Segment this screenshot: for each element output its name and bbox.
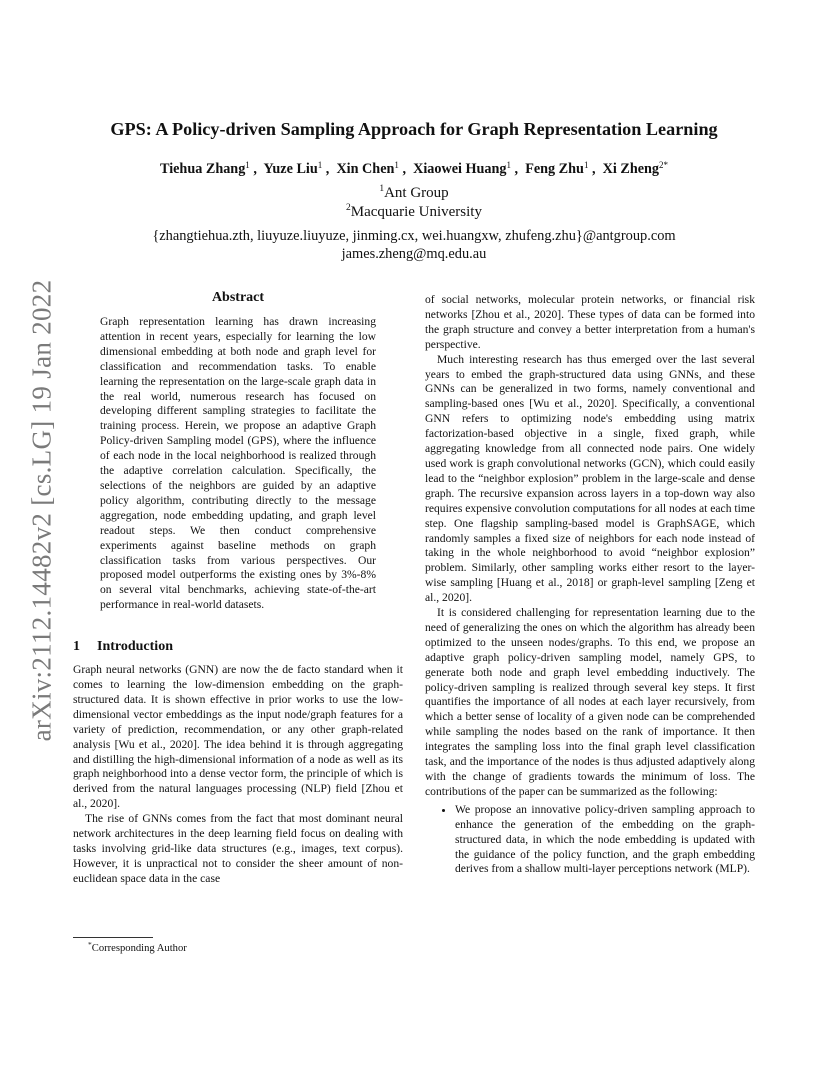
arxiv-stamp bbox=[18, 279, 66, 741]
author-name: Yuze Liu bbox=[263, 161, 318, 177]
intro-paragraph-4: Much interesting research has thus emerged over the last several years to embed the graph-structured data using GNNs, and these GNNs can be generalized in two forms, namely conventional and sampling-based ones [Wu et al., 2020]. Specifically, a conventional GNN refers to optimizing node's embedding using matrix factorization-based objective in a single, fixed graph, while aggregating knowledge from all connected node pairs. One widely used work is graph convolutional networks (GCN), which could easily lead to the “neighbor explosion” problem in the large-scale and dense graph. The recursive expansion across layers in a top-down way also requires expensive convolution computations for all nodes at each time step. One flagship sampling-based model is GraphSAGE, which randomly samples a fixed size of neighbors for each node instead of taking in the whole neighborhood to avoid “neighbor explosion” problem. Similarly, other sampling works either resort to the layer-wise sampling [Huang et al., 2018] or graph-level sampling [Zeng et al., 2020]. bbox=[425, 352, 756, 605]
abstract-heading: Abstract bbox=[211, 290, 265, 305]
section-number: 1 bbox=[73, 639, 80, 655]
contribution-item: • We propose an innovative policy-driven sampling approach to enhance the generation of the embedding on the graph-structured data, in which the node embedding is updated with the guidance of the policy function, and the graph embedding derives from a shallow multi-layer perceptions network (MLP). bbox=[455, 803, 755, 878]
abstract-text: Graph representation learning has drawn increasing attention in recent years, especially for learning the low dimensional embedding at both node and graph level for classification and recommendation tasks. To enable learning the representation on the large-scale graph data in the real world, numerous research has focused on developing different sampling strategies to facilitate the training process. Herein, we propose an adaptive Graph Policy-driven Sampling model (GPS), where the influence of each node in the local neighborhood is realized through the adaptive correlation calculation. Specifically, the selections of the neighbors are guided by an adaptive policy algorithm, contributing directly to the message aggregation, node embedding updating, and graph level readout steps. We then conduct comprehensive experiments against baseline methods on graph classification tasks from various perspectives. Our proposed model outperforms the existing ones by 3%-8% on several vital benchmarks, achieving state-of-the-art performance in real-world datasets. bbox=[100, 315, 376, 612]
author-name: Xi Zheng bbox=[602, 161, 659, 177]
author-name: Xin Chen bbox=[336, 161, 395, 177]
author-name: Xiaowei Huang bbox=[413, 161, 507, 177]
author-name: Tiehua Zhang bbox=[159, 161, 246, 177]
affiliation-2 bbox=[60, 203, 768, 221]
author-name: Feng Zhu bbox=[525, 161, 584, 177]
right-column bbox=[425, 293, 755, 877]
contribution-list bbox=[425, 803, 755, 878]
author-affil-mark: 1 bbox=[317, 160, 323, 170]
author-affil-mark: 1 bbox=[245, 160, 250, 170]
author-3 bbox=[336, 161, 398, 177]
affiliation-mark: 1 bbox=[379, 184, 385, 194]
author-affil-mark: 2* bbox=[659, 160, 668, 170]
author-affil-mark: 1 bbox=[506, 160, 511, 170]
affiliation-1 bbox=[60, 184, 768, 202]
footnote-text: Corresponding Author bbox=[91, 943, 187, 954]
email-line: {zhangtiehua.zth, liuyuze.liuyuze, jinming.cx, wei.huangxw, zhufeng.zhu}@antgroup.com bbox=[152, 228, 676, 244]
author-affil-mark: 1 bbox=[394, 160, 399, 170]
intro-paragraph-1: Graph neural networks (GNN) are now the de facto standard when it comes to learning the low-dimension embedding on the graph-structured data. It is shown effective in prior works to use the low-dimensional vector embeddings as the input node/graph features for a variety of prediction, recommendation, or any other graph-related analysis [Wu et al., 2020]. The idea behind it is through aggregating and distilling the high-dimensional information of a node as well as its graph neighborhood into a dense vector form, the principle of which is derived from the natural languages processing (NLP) field [Zhou et al., 2020]. bbox=[73, 663, 403, 811]
footnote-rule bbox=[73, 937, 153, 938]
author-emails bbox=[60, 227, 768, 263]
footnote bbox=[88, 940, 187, 954]
left-column bbox=[73, 290, 403, 887]
affiliation-name: Ant Group bbox=[384, 185, 449, 201]
arxiv-stamp-text: arXiv:2112.14482v2 [cs.LG] 19 Jan 2022 bbox=[26, 279, 57, 741]
affiliation-mark: 2 bbox=[346, 203, 351, 213]
author-4 bbox=[413, 161, 511, 177]
author-affil-mark: 1 bbox=[583, 160, 589, 170]
intro-paragraph-5: It is considered challenging for representation learning due to the need of generalizing the ones on which the algorithm has already been optimized to the unseen nodes/graphs. To this end, we propose an adaptive graph policy-driven sampling model, namely GPS, to generate both node and graph level embedding inductively. The policy-driven sampling is realized through several key steps. It first quantifies the importance of all nodes at each layer recursively, from which a better sense of locality of a given node can be comprehended while sampling the nodes based on the rank of importance. It then integrates the sampling loss into the final graph level classification task, and the importance of the nodes is thus adjusted adaptively along with the change of gradients towards the minimum of loss. The contributions of the paper can be summarized as the following: bbox=[425, 606, 755, 798]
paper-title: GPS: A Policy-driven Sampling Approach for Graph Representation Learning bbox=[110, 119, 718, 139]
author-2 bbox=[263, 161, 322, 177]
footnote-mark: * bbox=[88, 940, 92, 949]
author-5 bbox=[525, 161, 588, 177]
author-6 bbox=[603, 161, 668, 177]
email-line: james.zheng@mq.edu.au bbox=[341, 246, 487, 262]
intro-paragraph-3: of social networks, molecular protein networks, or financial risk networks [Zhou et al., 2020]. These types of data can be formed into the graph structure and convey a better interpretation from a human's perspective. bbox=[425, 293, 755, 351]
author-1 bbox=[160, 161, 250, 177]
section-title: Introduction bbox=[97, 639, 173, 655]
intro-paragraph-2: The rise of GNNs comes from the fact that most dominant neural network architectures in the deep learning field focus on dealing with tasks involving grid-like data structures (e.g., images, text corpus). However, it is unpractical not to consider the sheer amount of non-euclidean space data in the case bbox=[73, 812, 403, 885]
section-heading-introduction bbox=[73, 639, 403, 655]
affiliation-name: Macquarie University bbox=[350, 204, 482, 220]
author-list: Tiehua Zhang$^1$ , Yuze Liu$^1$ , Xin Chen$^1$ , Xiaowei Huang$^1$ , Feng Zhu$^1$ , Xi Zheng$^{2*}$ bbox=[159, 160, 668, 177]
